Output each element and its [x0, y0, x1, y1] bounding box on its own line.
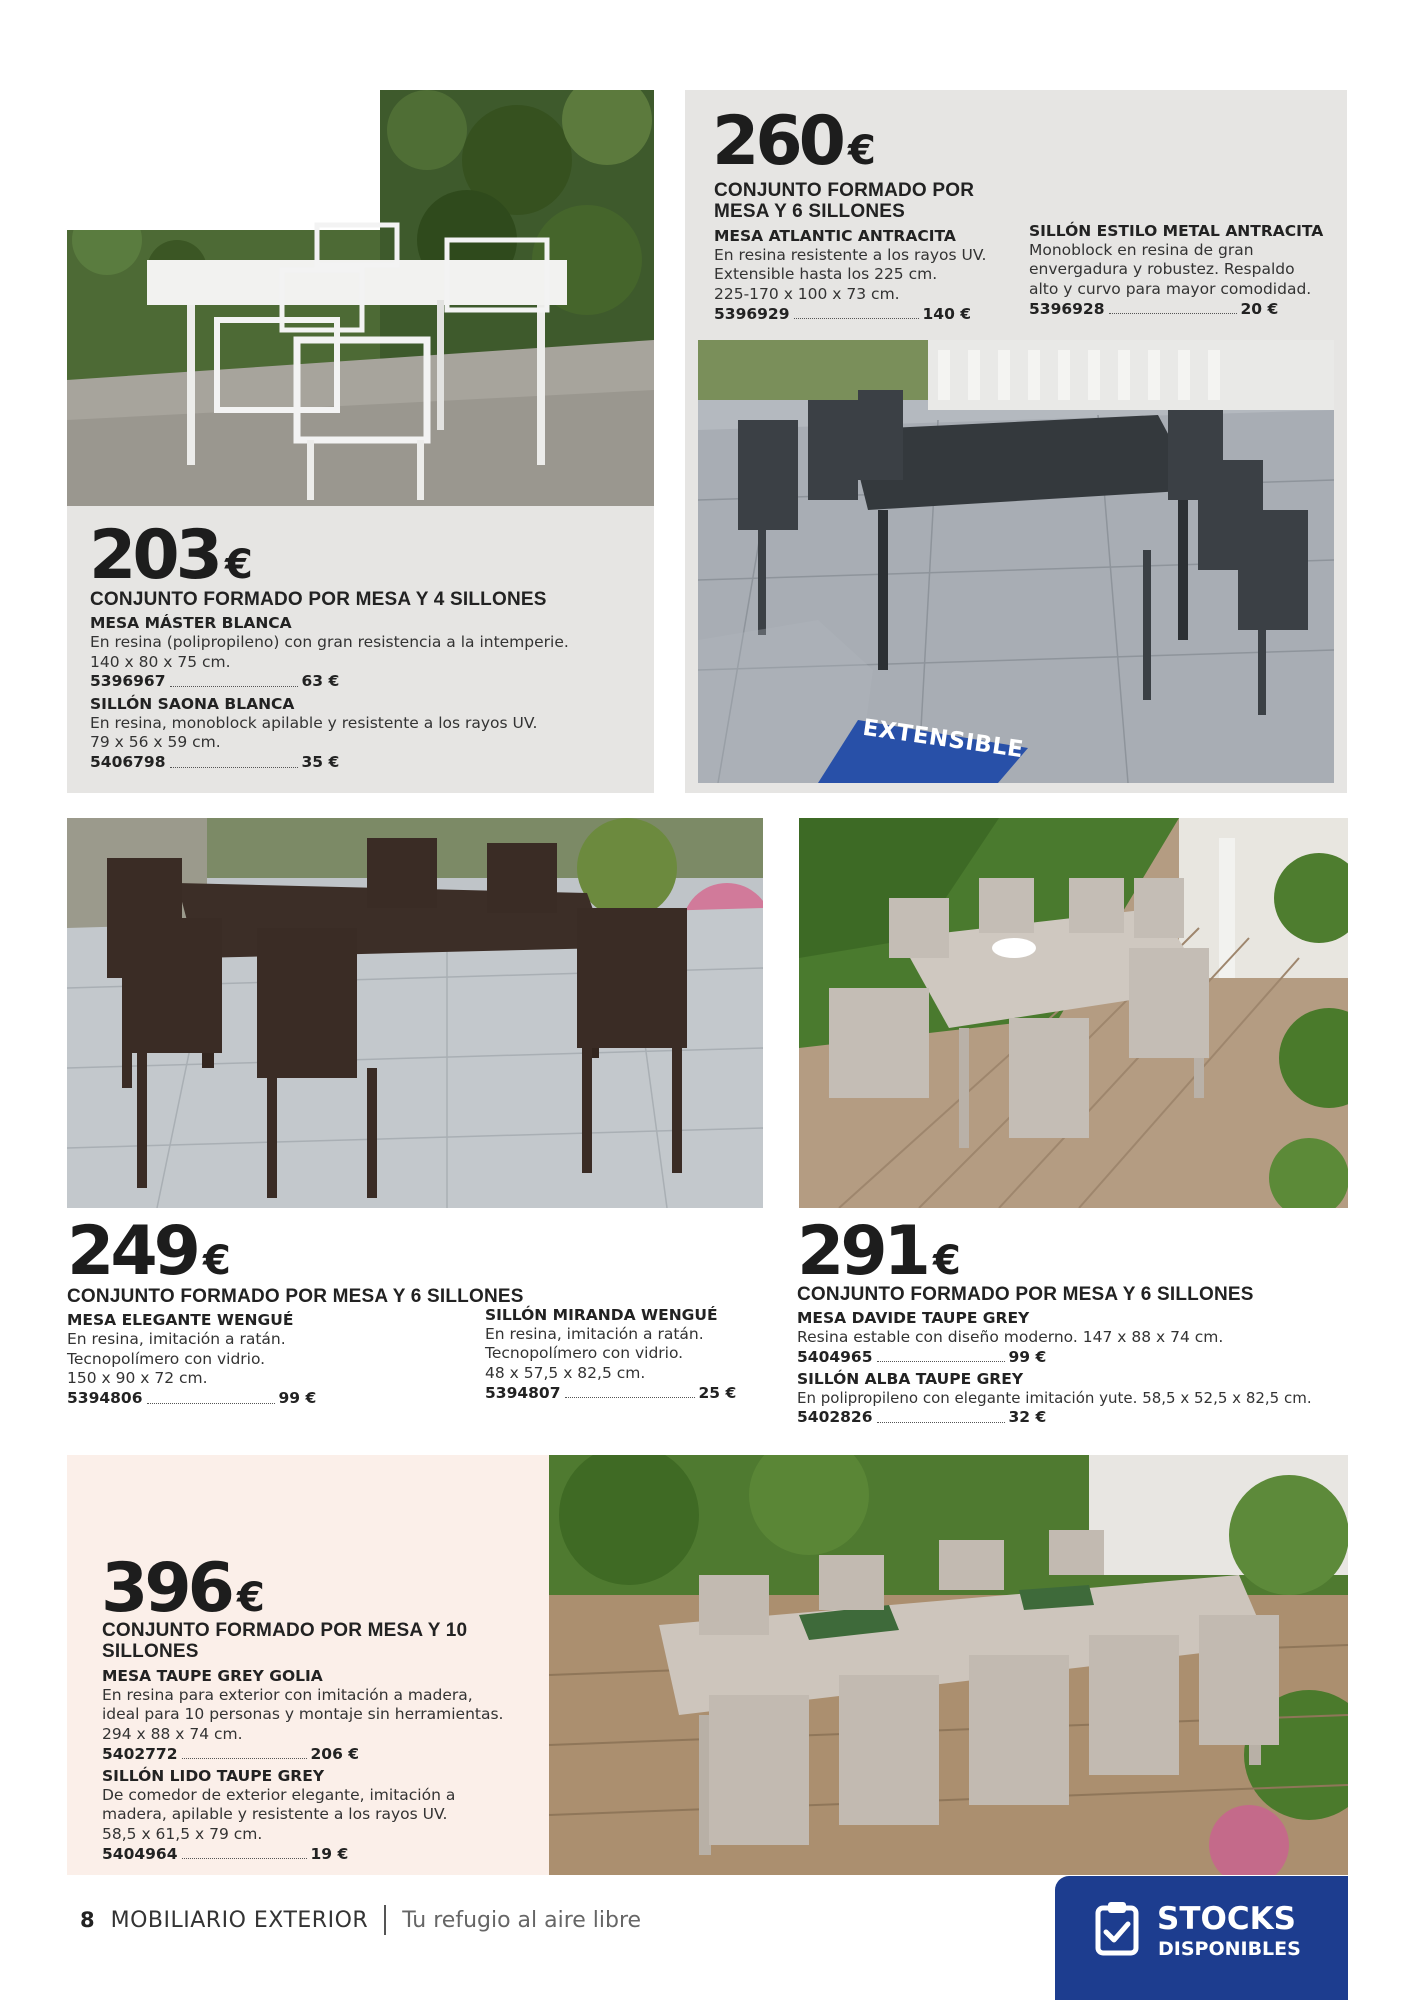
- product-ref-row: [90, 672, 645, 691]
- product-name: SILLÓN MIRANDA WENGUÉ: [485, 1306, 718, 1324]
- product-name: MESA ELEGANTE WENGUÉ: [67, 1311, 294, 1330]
- product-name: SILLÓN ESTILO METAL ANTRACITA: [1029, 222, 1324, 240]
- product-price: 99 €: [1008, 1347, 1047, 1366]
- stocks-sublabel: DISPONIBLES: [1158, 1938, 1301, 1960]
- product-dims: 225-170 x 100 x 73 cm.: [714, 284, 900, 303]
- page-number: 8: [80, 1908, 95, 1932]
- offer-4-headline: CONJUNTO FORMADO POR MESA Y 6 SILLONES: [797, 1284, 1254, 1305]
- stocks-label: STOCKS: [1157, 1901, 1296, 1937]
- product-desc: Tecnopolímero con vidrio.: [485, 1344, 684, 1363]
- product-desc: En resina (polipropileno) con gran resistencia a la intemperie.: [90, 633, 569, 652]
- offer-5-details: [102, 1620, 542, 1863]
- product-ref-row: [714, 305, 1024, 324]
- product-price: 99 €: [278, 1389, 317, 1408]
- footer-divider: [384, 1905, 386, 1935]
- product-desc: En resina, monoblock apilable y resistente a los rayos UV.: [90, 713, 538, 732]
- product-code: 5396967: [90, 672, 166, 691]
- product-ref-row: [797, 1348, 1357, 1367]
- offer-3-chair-block: [485, 1302, 755, 1402]
- product-desc: De comedor de exterior elegante, imitación a: [102, 1785, 456, 1804]
- photo-anthracite-set: [698, 340, 1334, 783]
- product-ref-row: [485, 1384, 755, 1403]
- product-code: 5402826: [797, 1407, 873, 1426]
- product-desc: En resina para exterior con imitación a madera,: [102, 1685, 473, 1704]
- product-price: 140 €: [922, 304, 972, 323]
- product-code: 5394806: [67, 1389, 143, 1408]
- photo-golia-set: [549, 1455, 1348, 1875]
- product-dims: 58,5 x 61,5 x 79 cm.: [102, 1825, 263, 1844]
- product-desc: ideal para 10 personas y montaje sin herramientas.: [102, 1705, 504, 1724]
- product-price: 20 €: [1240, 299, 1279, 318]
- product-desc: Tecnopolímero con vidrio.: [67, 1349, 266, 1368]
- product-desc: Resina estable con diseño moderno. 147 x 88 x 74 cm.: [797, 1328, 1224, 1347]
- product-price: 19 €: [310, 1844, 349, 1863]
- clipboard-check-icon: [1095, 1900, 1139, 1956]
- offer-5-price: 396 €: [101, 1549, 265, 1628]
- product-code: 5404964: [102, 1844, 178, 1863]
- product-desc: En polipropileno con elegante imitación yute. 58,5 x 52,5 x 82,5 cm.: [797, 1388, 1312, 1407]
- product-ref-row: [67, 1389, 467, 1408]
- product-desc: En resina, imitación a ratán.: [67, 1330, 286, 1349]
- product-desc: madera, apilable y resistente a los rayos UV.: [102, 1805, 448, 1824]
- offer-3-headline: CONJUNTO FORMADO POR MESA Y 6 SILLONES: [67, 1286, 524, 1307]
- product-code: 5396929: [714, 304, 790, 323]
- stocks-badge: [1055, 1876, 1348, 2000]
- footer-tagline: Tu refugio al aire libre: [402, 1907, 642, 1933]
- product-dims: 79 x 56 x 59 cm.: [90, 733, 221, 752]
- product-price: 32 €: [1008, 1407, 1047, 1426]
- offer-1-headline: CONJUNTO FORMADO POR MESA Y 4 SILLONES: [90, 589, 547, 610]
- offer-2-chair-block: [1029, 218, 1339, 318]
- product-code: 5404965: [797, 1347, 873, 1366]
- offer-2-price: 260 €: [712, 102, 876, 181]
- product-desc: Extensible hasta los 225 cm.: [714, 265, 938, 284]
- product-code: 5402772: [102, 1744, 178, 1763]
- product-name: SILLÓN LIDO TAUPE GREY: [102, 1767, 325, 1786]
- product-desc: En resina resistente a los rayos UV.: [714, 245, 987, 264]
- product-ref-row: [102, 1745, 542, 1764]
- product-price: 25 €: [698, 1383, 737, 1402]
- offer-2-headline-block: [714, 180, 1024, 323]
- product-desc: alto y curvo para mayor comodidad.: [1029, 279, 1312, 298]
- offer-4-price: 291 €: [797, 1212, 961, 1291]
- photo-white-set: [67, 90, 654, 506]
- product-code: 5396928: [1029, 299, 1105, 318]
- product-desc: envergadura y robustez. Respaldo: [1029, 260, 1295, 279]
- product-ref-row: [102, 1845, 542, 1864]
- product-name: SILLÓN SAONA BLANCA: [90, 695, 295, 713]
- offer-3-price: 249 €: [67, 1212, 231, 1291]
- product-name: MESA TAUPE GREY GOLIA: [102, 1666, 323, 1685]
- offer-5-headline: CONJUNTO FORMADO POR MESA Y 10 SILLONES: [102, 1620, 468, 1663]
- product-desc: En resina, imitación a ratán.: [485, 1324, 704, 1343]
- product-price: 63 €: [301, 672, 340, 691]
- extensible-badge: EXTENSIBLE: [860, 714, 1026, 764]
- offer-4-details: [797, 1284, 1357, 1427]
- footer: [80, 1905, 641, 1935]
- product-ref-row: [797, 1408, 1357, 1427]
- product-code: 5406798: [90, 752, 166, 771]
- product-dims: 140 x 80 x 75 cm.: [90, 652, 231, 671]
- product-ref-row: [1029, 300, 1339, 319]
- product-dims: 48 x 57,5 x 82,5 cm.: [485, 1363, 646, 1382]
- footer-section: MOBILIARIO EXTERIOR: [110, 1907, 369, 1933]
- product-dims: 294 x 88 x 74 cm.: [102, 1724, 243, 1743]
- product-name: MESA MÁSTER BLANCA: [90, 614, 292, 633]
- product-name: SILLÓN ALBA TAUPE GREY: [797, 1370, 1024, 1389]
- photo-taupe-set: [799, 818, 1348, 1208]
- product-desc: Monoblock en resina de gran: [1029, 240, 1254, 259]
- product-name: MESA ATLANTIC ANTRACITA: [714, 226, 956, 245]
- offer-1-details: [90, 589, 645, 772]
- product-price: 206 €: [310, 1744, 360, 1763]
- product-code: 5394807: [485, 1383, 561, 1402]
- product-price: 35 €: [301, 752, 340, 771]
- offer-1-price: 203 €: [89, 516, 253, 595]
- offer-2-headline: CONJUNTO FORMADO POR MESA Y 6 SILLONES: [714, 180, 975, 223]
- product-name: MESA DAVIDE TAUPE GREY: [797, 1309, 1030, 1328]
- product-ref-row: [90, 753, 645, 772]
- photo-wengue-set: [67, 818, 763, 1208]
- product-dims: 150 x 90 x 72 cm.: [67, 1369, 208, 1388]
